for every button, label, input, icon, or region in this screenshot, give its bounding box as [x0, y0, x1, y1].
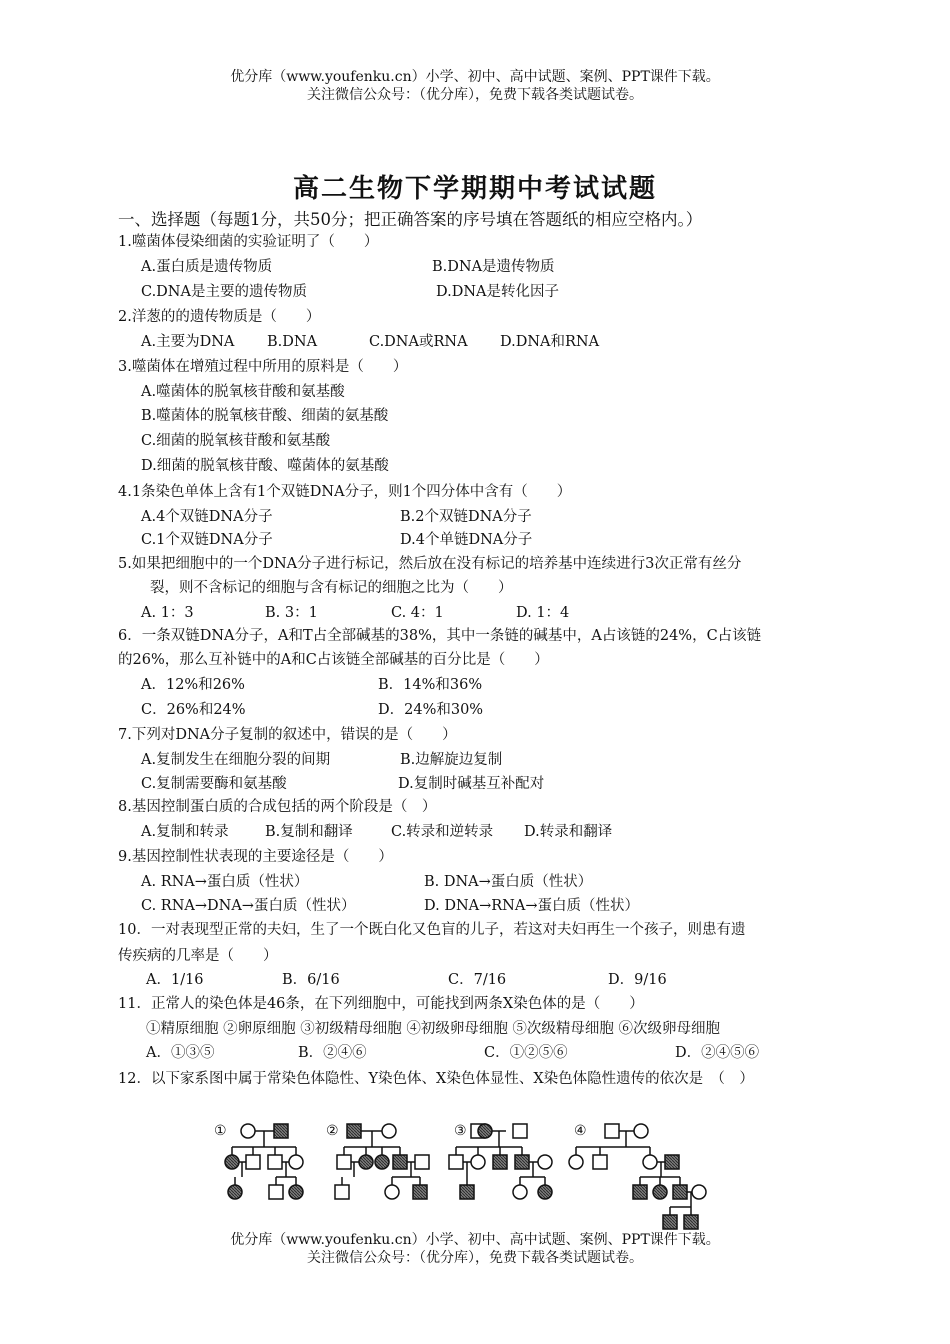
q8-option-a: A.复制和转录	[141, 824, 229, 840]
question-6-stem-line2: 的26%，那么互补链中的A和C占该链全部碱基的百分比是（ ）	[118, 652, 549, 668]
q4-option-b: B.2个双链DNA分子	[400, 509, 532, 525]
q7-option-b: B.边解旋边复制	[400, 752, 503, 768]
question-12-stem: 12．以下家系图中属于常染色体隐性、Y染色体、X染色体显性、X染色体隐性遗传的依次是 （ ）	[118, 1071, 754, 1087]
q8-option-b: B.复制和翻译	[265, 824, 353, 840]
q1-option-b: B.DNA是遗传物质	[432, 259, 555, 275]
q6-option-d: D．24%和30%	[378, 702, 484, 718]
question-7-stem: 7.下列对DNA分子复制的叙述中，错误的是（ ）	[118, 727, 457, 743]
question-8-stem: 8.基因控制蛋白质的合成包括的两个阶段是（ ）	[118, 799, 437, 815]
q9-option-b: B. DNA→蛋白质（性状）	[424, 874, 593, 890]
question-10-stem-line2: 传疾病的几率是（ ）	[118, 948, 278, 964]
pedigree-2	[326, 1123, 429, 1199]
q3-option-b: B.噬菌体的脱氧核苷酸、细菌的氨基酸	[141, 408, 389, 424]
q7-option-c: C.复制需要酶和氨基酸	[141, 776, 287, 792]
q11-option-d: D．②④⑤⑥	[675, 1045, 760, 1061]
q3-option-c: C.细菌的脱氧核苷酸和氨基酸	[141, 433, 331, 449]
q5-option-b: B. 3：1	[265, 605, 318, 621]
q7-option-a: A.复制发生在细胞分裂的间期	[141, 752, 331, 768]
q8-option-c: C.转录和逆转录	[391, 824, 494, 840]
q5-option-c: C. 4：1	[391, 605, 444, 621]
pedigree-2-label: ②	[326, 1123, 339, 1139]
question-11-cells: ①精原细胞 ②卵原细胞 ③初级精母细胞 ④初级卵母细胞 ⑤次级精母细胞 ⑥次级卵母细胞	[146, 1021, 721, 1037]
pedigree-3	[449, 1123, 552, 1199]
q10-option-c: C．7/16	[448, 972, 507, 988]
q1-option-a: A.蛋白质是遗传物质	[141, 259, 273, 275]
question-9-stem: 9.基因控制性状表现的主要途径是（ ）	[118, 849, 393, 865]
footer-line-1: 优分库（www.youfenku.cn）小学、初中、高中试题、案例、PPT课件下载。	[230, 1232, 720, 1248]
q4-option-a: A.4个双链DNA分子	[141, 509, 273, 525]
q6-option-c: C．26%和24%	[141, 702, 246, 718]
question-10-stem-line1: 10．一对表现型正常的夫妇，生了一个既白化又色盲的儿子，若这对夫妇再生一个孩子，则患有遗	[118, 922, 746, 938]
q6-option-b: B．14%和36%	[378, 677, 483, 693]
pedigree-3-label: ③	[454, 1123, 467, 1139]
q6-option-a: A．12%和26%	[141, 677, 245, 693]
footer-line-2: 关注微信公众号：（优分库），免费下载各类试题试卷。	[307, 1250, 643, 1266]
question-3-stem: 3.噬菌体在增殖过程中所用的原料是（ ）	[118, 359, 408, 375]
q10-option-d: D．9/16	[608, 972, 667, 988]
q4-option-c: C.1个双链DNA分子	[141, 532, 273, 548]
question-4-stem: 4.1条染色单体上含有1个双链DNA分子，则1个四分体中含有（ ）	[118, 484, 572, 500]
q10-option-a: A．1/16	[146, 972, 204, 988]
pedigree-1	[214, 1123, 303, 1199]
q2-option-b: B.DNA	[267, 334, 318, 350]
q1-option-c: C.DNA是主要的遗传物质	[141, 284, 307, 300]
pedigree-figure	[210, 1115, 710, 1240]
q4-option-d: D.4个单链DNA分子	[400, 532, 533, 548]
question-5-stem-line1: 5.如果把细胞中的一个DNA分子进行标记，然后放在没有标记的培养基中连续进行3次正常有丝分	[118, 556, 742, 572]
q9-option-d: D. DNA→RNA→蛋白质（性状）	[424, 898, 639, 914]
q9-option-c: C. RNA→DNA→蛋白质（性状）	[141, 898, 356, 914]
q1-option-d: D.DNA是转化因子	[436, 284, 560, 300]
q5-option-a: A. 1：3	[141, 605, 194, 621]
pedigree-1-label: ①	[214, 1123, 227, 1139]
q10-option-b: B．6/16	[282, 972, 340, 988]
q11-option-c: C．①②⑤⑥	[484, 1045, 568, 1061]
q7-option-d: D.复制时碱基互补配对	[398, 776, 545, 792]
section-heading: 一、选择题（每题1分，共50分；把正确答案的序号填在答题纸的相应空格内。）	[118, 210, 703, 229]
q5-option-d: D. 1：4	[516, 605, 570, 621]
question-2-stem: 2.洋葱的的遗传物质是（ ）	[118, 309, 321, 325]
header-line-1: 优分库（www.youfenku.cn）小学、初中、高中试题、案例、PPT课件下载。	[230, 69, 720, 85]
q11-option-a: A．①③⑤	[146, 1045, 215, 1061]
question-11-stem: 11．正常人的染色体是46条，在下列细胞中，可能找到两条X染色体的是（ ）	[118, 996, 644, 1012]
page-title: 高二生物下学期期中考试试题	[292, 174, 657, 204]
q3-option-d: D.细菌的脱氧核苷酸、噬菌体的氨基酸	[141, 458, 389, 474]
pedigree-4	[569, 1123, 706, 1229]
q2-option-a: A.主要为DNA	[141, 334, 235, 350]
header-line-2: 关注微信公众号：（优分库），免费下载各类试题试卷。	[307, 87, 643, 103]
question-1-stem: 1.噬菌体侵染细菌的实验证明了（ ）	[118, 234, 379, 250]
q9-option-a: A. RNA→蛋白质（性状）	[141, 874, 309, 890]
q2-option-d: D.DNA和RNA	[500, 334, 600, 350]
q3-option-a: A.噬菌体的脱氧核苷酸和氨基酸	[141, 384, 345, 400]
q11-option-b: B．②④⑥	[298, 1045, 367, 1061]
pedigree-4-label: ④	[574, 1123, 587, 1139]
question-5-stem-line2: 裂，则不含标记的细胞与含有标记的细胞之比为（ ）	[150, 580, 513, 596]
question-6-stem-line1: 6．一条双链DNA分子，A和T占全部碱基的38%，其中一条链的碱基中，A占该链的24%，C占该链	[118, 628, 762, 644]
q8-option-d: D.转录和翻译	[524, 824, 613, 840]
q2-option-c: C.DNA或RNA	[369, 334, 468, 350]
